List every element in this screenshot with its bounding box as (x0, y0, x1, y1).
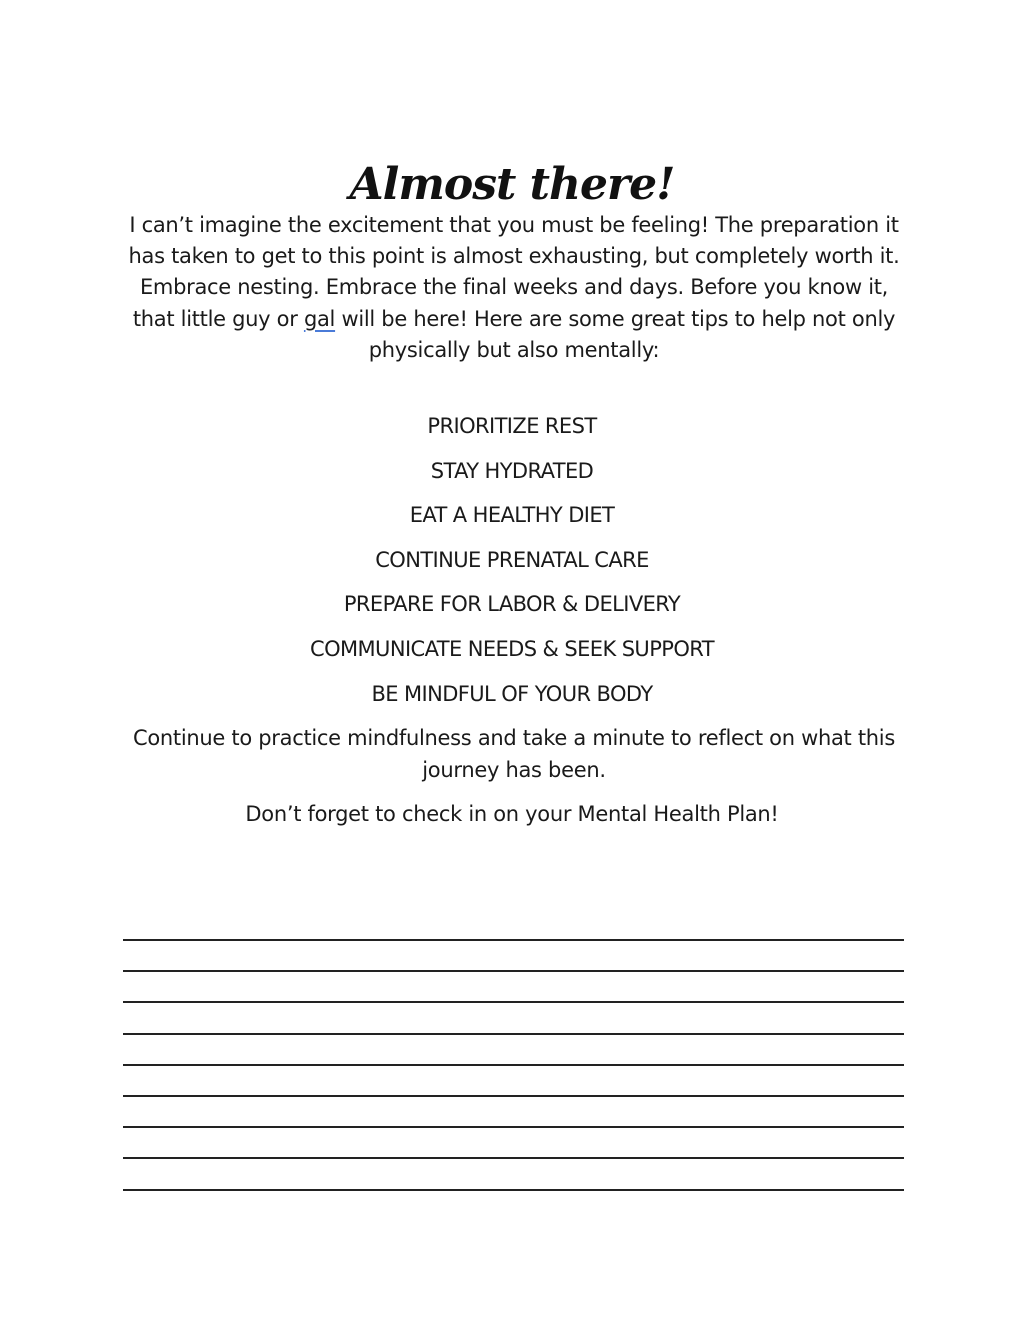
intro-paragraph (122, 210, 906, 366)
outro-paragraph: Continue to practice mindfulness and take a minute to reflect on what this journey has been. (133, 726, 895, 782)
tip-item: PRIORITIZE REST (427, 414, 597, 438)
reminder-text: Don’t forget to check in on your Mental Health Plan! (245, 802, 779, 826)
tip-item: EAT A HEALTHY DIET (409, 503, 615, 528)
spellcheck-flagged-word: gal (303, 306, 336, 331)
tip-item: STAY HYDRATED (430, 458, 594, 483)
tip-item: PREPARE FOR LABOR & DELIVERY (343, 592, 681, 617)
tip-item: CONTINUE PRENATAL CARE (375, 547, 649, 572)
intro-text-after: will be here! Here are some great tips to help not only physically but also mentally: (335, 306, 896, 362)
intro-text-before: I can’t imagine the excitement that you must be feeling! The preparation it has taken to get to this point is almost exhausting, but completely worth it. Embrace nesting. Embrace the final weeks and days. Before you know it, that little guy or (128, 213, 900, 331)
tip-item: COMMUNICATE NEEDS & SEEK SUPPORT (310, 636, 714, 661)
page-title: Almost there! (349, 159, 675, 211)
writing-line (123, 1126, 904, 1128)
writing-line (123, 970, 904, 972)
tips-list (0, 409, 1024, 721)
writing-line (123, 1033, 904, 1035)
writing-line (123, 1157, 904, 1159)
writing-line (123, 1001, 904, 1003)
writing-line (123, 939, 904, 941)
writing-line (123, 1064, 904, 1066)
writing-line (123, 1095, 904, 1097)
writing-line (123, 1189, 904, 1191)
tip-item: BE MINDFUL OF YOUR BODY (371, 681, 653, 706)
